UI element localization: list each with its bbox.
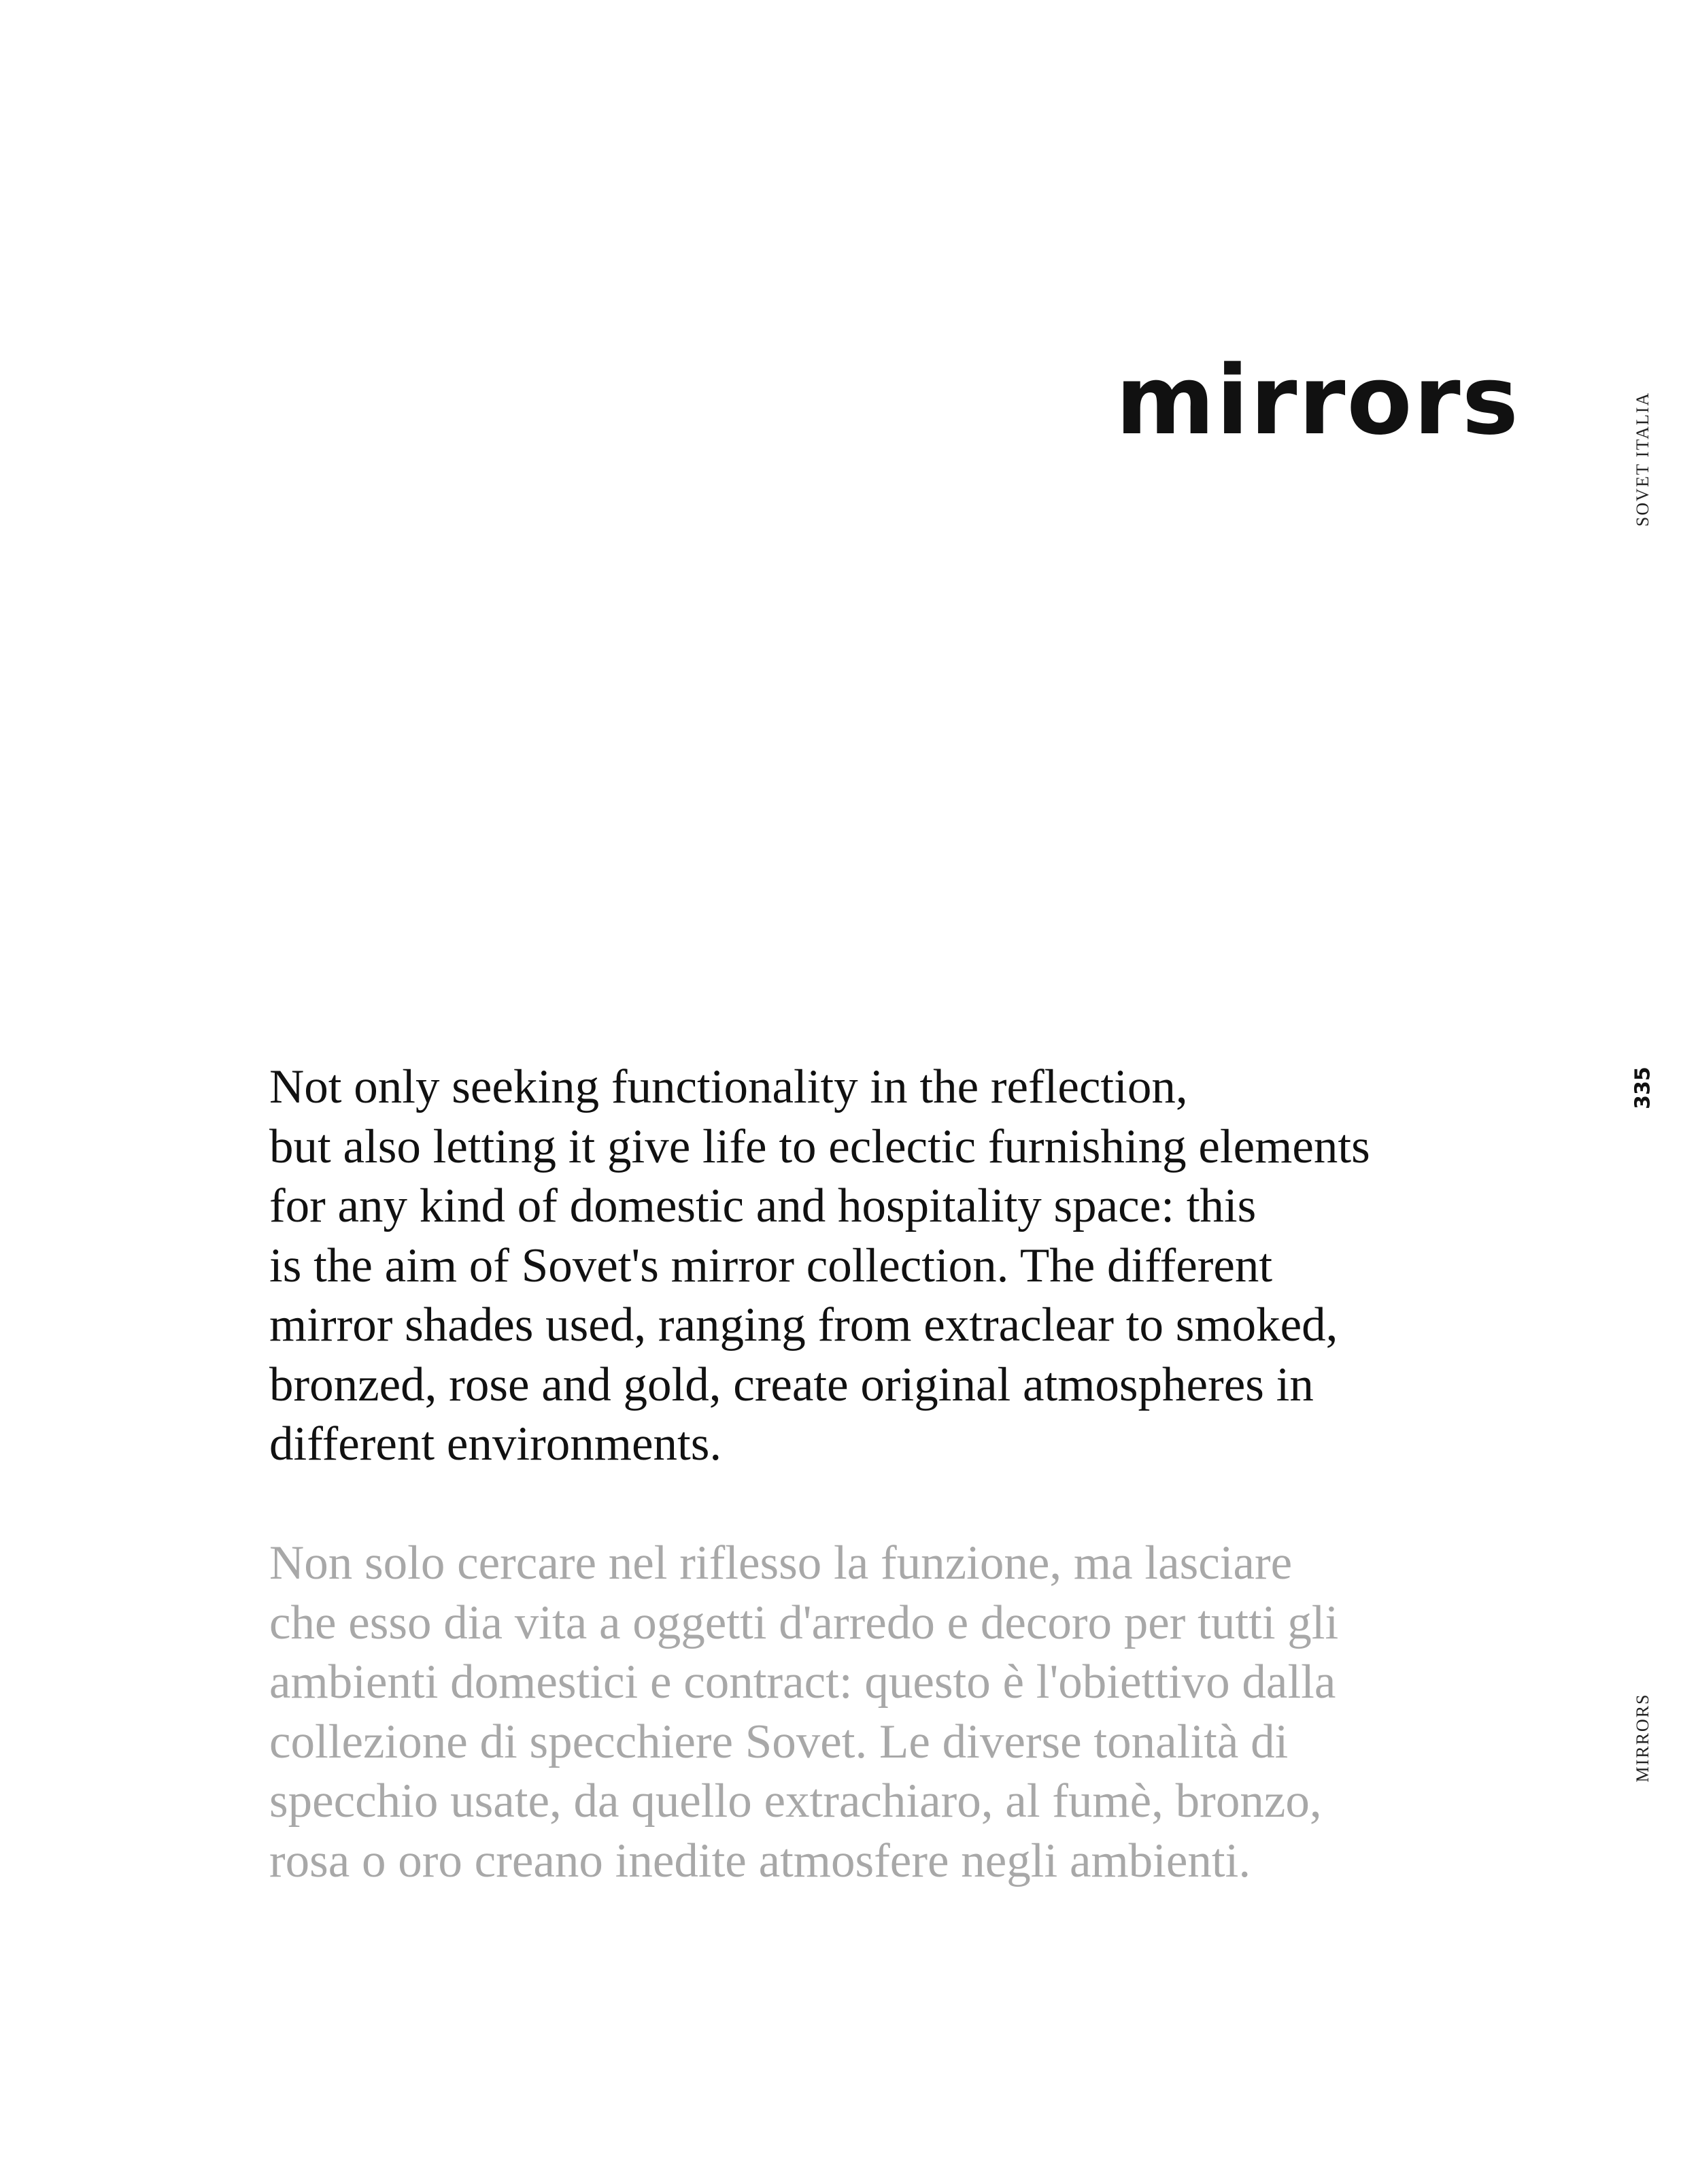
english-paragraph [269,1058,1480,1475]
english-line: different environments. [269,1417,722,1471]
english-line: mirror shades used, ranging from extraclear to smoked, [269,1298,1338,1351]
english-line: Not only seeking functionality in the reflection, [269,1060,1188,1113]
italian-paragraph [269,1534,1480,1891]
italian-line: ambienti domestici e contract: questo è l'obiettivo dalla [269,1656,1336,1709]
italian-line: rosa o oro creano inedite atmosfere negli ambienti. [269,1834,1251,1887]
english-line: bronzed, rose and gold, create original atmospheres in [269,1358,1314,1411]
english-line: but also letting it give life to eclectic furnishing elements [269,1120,1370,1173]
brand-label: SOVET ITALIA [1633,391,1652,527]
english-line: for any kind of domestic and hospitality space: this [269,1179,1257,1232]
italian-line: specchio usate, da quello extrachiaro, al fumè, bronzo, [269,1775,1322,1828]
page-number: 335 [1631,1066,1655,1109]
italian-line: collezione di specchiere Sovet. Le diverse tonalità di [269,1715,1289,1768]
italian-line: Non solo cercare nel riflesso la funzione, ma lasciare [269,1536,1293,1590]
page-title: mirrors [1115,346,1520,456]
english-line: is the aim of Sovet's mirror collection. The different [269,1239,1273,1292]
section-label: MIRRORS [1633,1693,1652,1783]
italian-line: che esso dia vita a oggetti d'arredo e decoro per tutti gli [269,1596,1339,1649]
